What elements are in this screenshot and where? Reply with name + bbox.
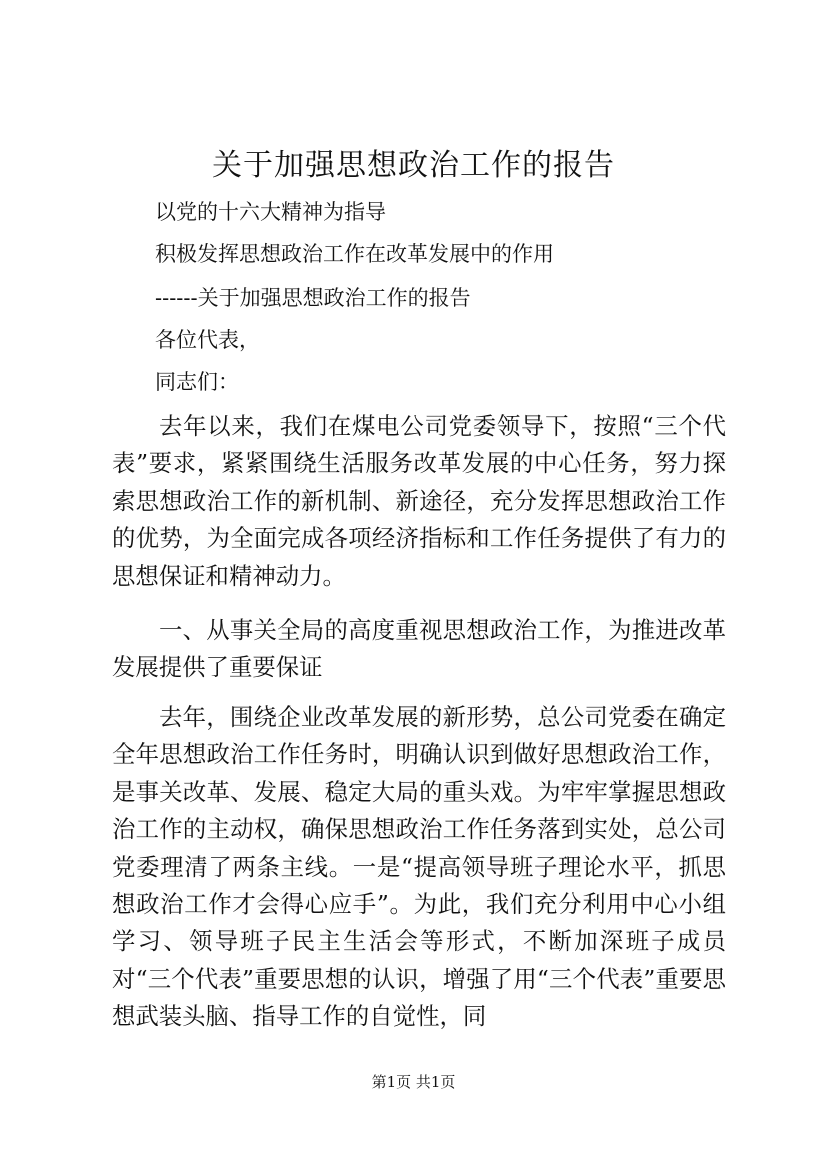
document-title: 关于加强思想政治工作的报告 <box>212 148 615 183</box>
paragraph-section-one: 去年，围绕企业改革发展的新形势，总公司党委在确定全年思想政治工作任务时，明确认识到做好思想政治工作，是事关改革、发展、稳定大局的重头戏。为牢牢掌握思想政治工作的主动权，确保思想政治工作任务落到实处，总公司党委理清了两条主线。一是“提高领导班子理论水平，抓思想政治工作才会得心应手”。为此，我们充分利用中心小组学习、领导班子民主生活会等形式，不断加深班子成员对“三个代表”重要思想的认识，增强了用“三个代表”重要思想武装头脑、指导工作的自觉性，同 <box>112 703 726 1031</box>
subtitle-line-report: ------关于加强思想政治工作的报告 <box>155 286 471 310</box>
salutation-comrades: 同志们： <box>155 370 239 394</box>
section-heading-one: 一、从事关全局的高度重视思想政治工作，为推进改革发展提供了重要保证 <box>112 616 726 682</box>
paragraph-intro: 去年以来，我们在煤电公司党委领导下，按照“三个代表”要求，紧紧围绕生活服务改革发展的中心任务，努力探索思想政治工作的新机制、新途径，充分发挥思想政治工作的优势，为全面完成各项经济指标和工作任务提供了有力的思想保证和精神动力。 <box>112 412 726 590</box>
subtitle-line-role: 积极发挥思想政治工作在改革发展中的作用 <box>155 242 554 266</box>
page-number-footer: 第1页 共1页 <box>371 1073 456 1091</box>
subtitle-line-guiding: 以党的十六大精神为指导 <box>155 200 386 224</box>
salutation-delegates: 各位代表， <box>155 328 260 352</box>
